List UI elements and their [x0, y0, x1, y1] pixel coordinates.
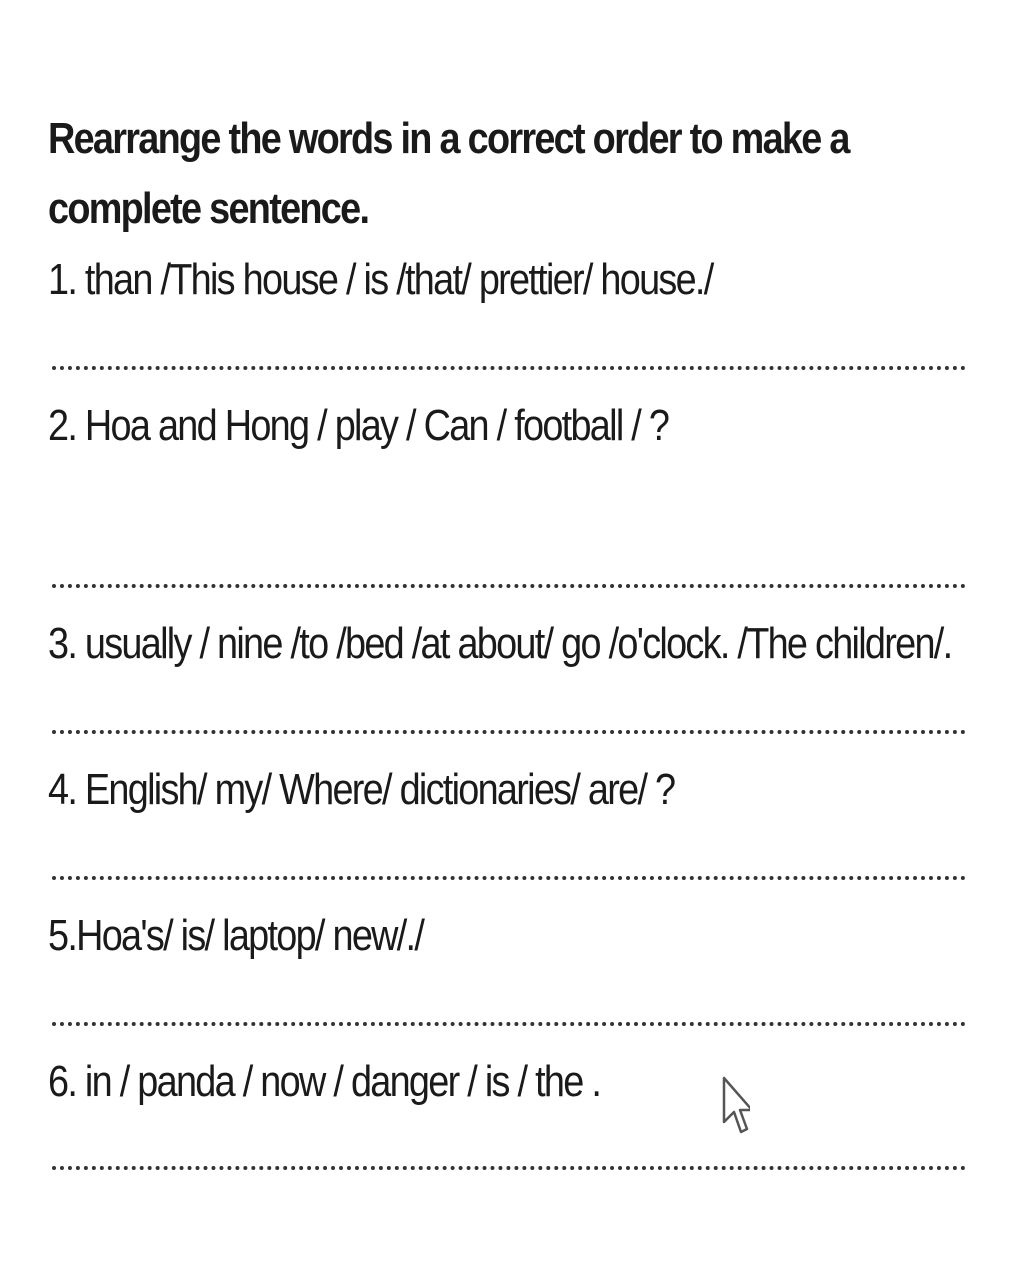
question-4: 4. English/ my/ Where/ dictionaries/ are/ ? [48, 765, 675, 814]
instruction-heading: Rearrange the words in a correct order to make a complete sentence. [48, 114, 849, 233]
answer-line-5[interactable] [52, 1022, 966, 1026]
question-3: 3. usually / nine /to /bed /at about/ go /o'clock. /The children/. [48, 619, 952, 668]
answer-line-6[interactable] [52, 1166, 966, 1170]
question-5: 5.Hoa's/ is/ laptop/ new/./ [48, 911, 424, 960]
question-6: 6. in / panda / now / danger / is / the . [48, 1057, 601, 1106]
question-1: 1. than /This house / is /that/ prettier/ house./ [48, 255, 713, 304]
question-2: 2. Hoa and Hong / play / Can / football / ? [48, 401, 669, 450]
answer-line-2[interactable] [52, 584, 966, 588]
answer-line-3[interactable] [52, 730, 966, 734]
mouse-pointer-icon [722, 1076, 750, 1142]
answer-line-4[interactable] [52, 876, 966, 880]
answer-line-1[interactable] [52, 366, 966, 370]
